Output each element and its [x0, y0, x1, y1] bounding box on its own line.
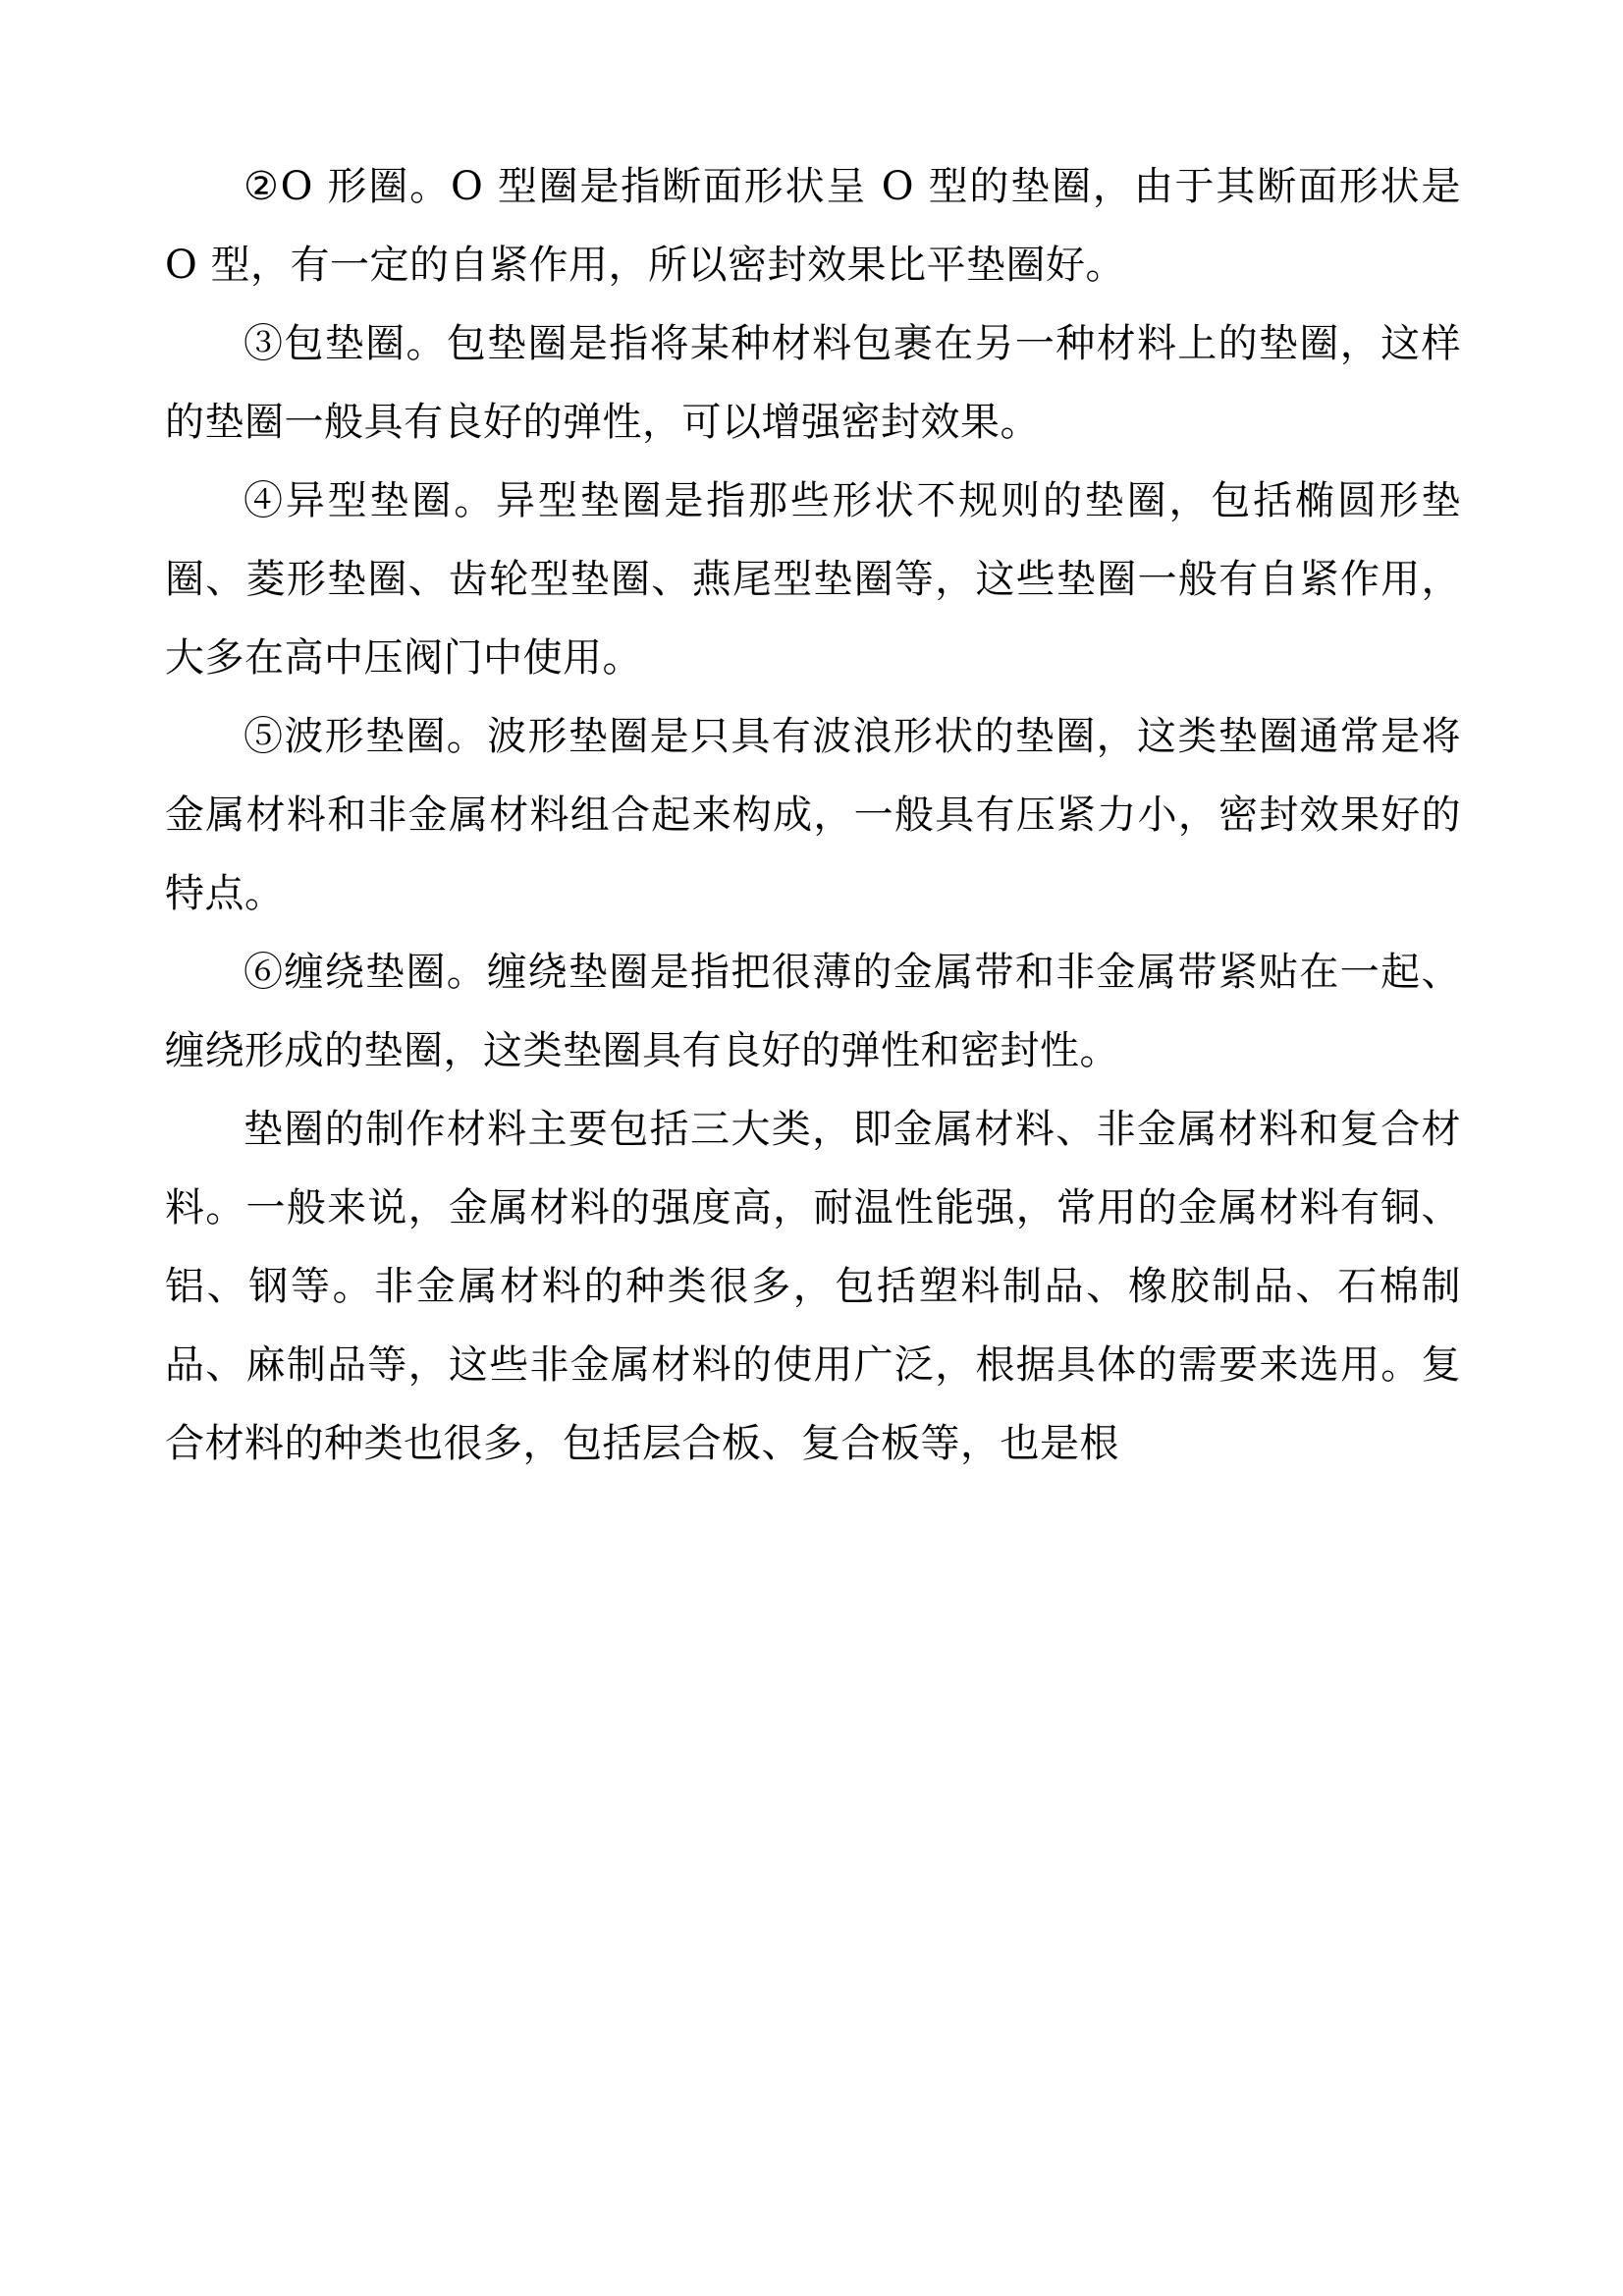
- paragraph-spiral-wound-gasket: ⑥缠绕垫圈。缠绕垫圈是指把很薄的金属带和非金属带紧贴在一起、缠绕形成的垫圈，这类垫圈具有良好的弹性和密封性。: [165, 950, 1461, 1073]
- paragraph-special-shaped-gasket: ④异型垫圈。异型垫圈是指那些形状不规则的垫圈，包括椭圆形垫圈、菱形垫圈、齿轮型垫圈、燕尾型垫圈等，这些垫圈一般有自紧作用，大多在高中压阀门中使用。: [165, 478, 1461, 681]
- paragraph-wave-gasket: ⑤波形垫圈。波形垫圈是只具有波浪形状的垫圈，这类垫圈通常是将金属材料和非金属材料组合起来构成，一般具有压紧力小，密封效果好的特点。: [165, 714, 1461, 916]
- paragraph-gasket-materials: 垫圈的制作材料主要包括三大类，即金属材料、非金属材料和复合材料。一般来说，金属材料的强度高，耐温性能强，常用的金属材料有铜、铝、钢等。非金属材料的种类很多，包括塑料制品、橡胶制品、石棉制品、麻制品等，这些非金属材料的使用广泛，根据具体的需要来选用。复合材料的种类也很多，包括层合板、复合板等，也是根: [165, 1107, 1461, 1466]
- document-body: [165, 147, 1461, 1483]
- paragraph-wrapped-gasket: ③包垫圈。包垫圈是指将某种材料包裹在另一种材料上的垫圈，这样的垫圈一般具有良好的弹性，可以增强密封效果。: [165, 321, 1461, 445]
- paragraph-o-ring: ②O 形圈。O 型圈是指断面形状呈 O 型的垫圈，由于其断面形状是 O 型，有一定的自紧作用，所以密封效果比平垫圈好。: [165, 164, 1461, 288]
